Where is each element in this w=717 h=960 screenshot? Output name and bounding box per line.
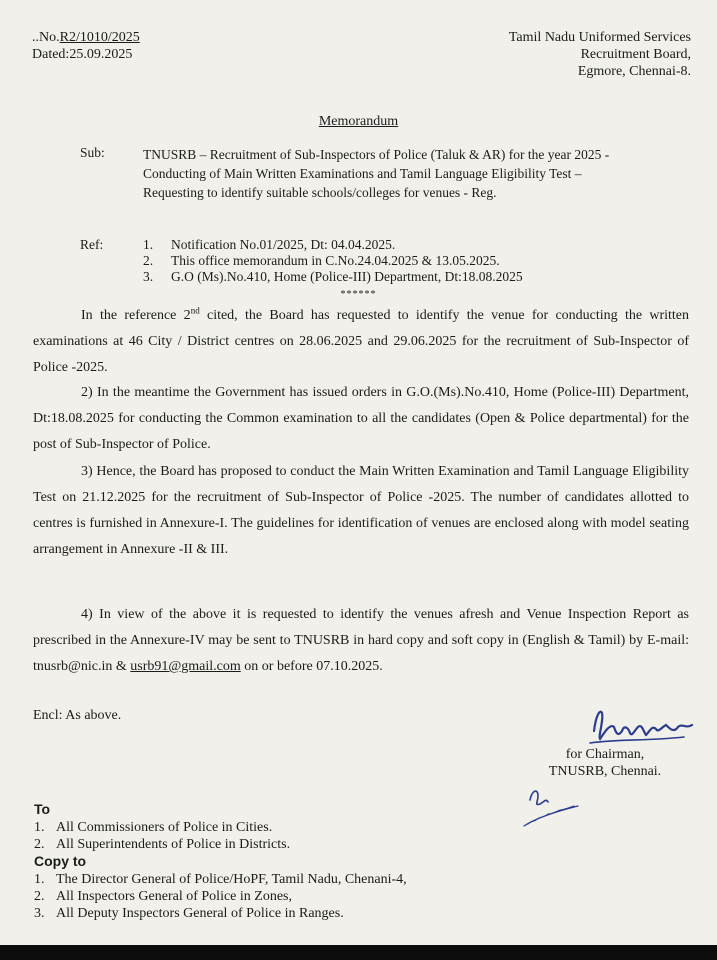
- signatory-for-line: for Chairman,: [565, 747, 645, 762]
- bottom-edge-bar: [0, 945, 717, 960]
- office-address: [391, 29, 691, 80]
- to-item: 2. All Superintendents of Police in Districts.: [34, 837, 291, 852]
- office-line: Recruitment Board,: [580, 47, 691, 62]
- paragraph-1: In the reference 2nd cited, the Board has requested to identify the venue for conducting the written examinations at 46 City / District centres on 28.06.2025 and 29.06.2025 for the recruitment of Sub-Inspector of Police -2025.: [33, 305, 689, 375]
- copy-to-item: 2. All Inspectors General of Police in Zones,: [34, 889, 292, 904]
- reference-number-value: R2/1010/2025: [59, 30, 140, 45]
- subject-text: TNUSRB – Recruitment of Sub-Inspectors of Police (Taluk & AR) for the year 2025 - Conducting of Main Written Examinations and Tamil Language Eligibility Test – Requesting to identify suitable schools/colleges for venues - Reg.: [143, 147, 610, 200]
- references-label: Ref:: [80, 237, 104, 252]
- copy-to-heading: Copy to: [34, 853, 87, 869]
- paragraph-4: 4) In view of the above it is requested to identify the venues afresh and Venue Inspection Report as prescribed in the Annexure-IV may be sent to TNUSRB in hard copy and soft copy in (English & Tamil) by E-mail: tnusrb@nic.in & usrb91@gmail.com on or before 07.10.2025.: [33, 607, 689, 674]
- reference-number: [32, 30, 140, 46]
- copy-to-list: [34, 871, 407, 922]
- enclosure-note: Encl: As above.: [33, 708, 122, 723]
- subject-label: Sub:: [80, 145, 105, 160]
- date-line: Dated:25.09.2025: [32, 47, 133, 62]
- to-list: [34, 819, 290, 853]
- copy-to-item: 1. The Director General of Police/HoPF, Tamil Nadu, Chenani-4,: [34, 872, 407, 887]
- email-link[interactable]: usrb91@gmail.com: [130, 659, 241, 674]
- signature-image: [588, 703, 698, 751]
- initials-stamp-image: [520, 780, 584, 830]
- copy-to-item: 3. All Deputy Inspectors General of Police in Ranges.: [34, 906, 344, 921]
- signatory-org-line: TNUSRB, Chennai.: [548, 764, 662, 779]
- references-list: [143, 237, 663, 285]
- memo-title: Memorandum: [318, 114, 399, 129]
- reference-item: 2. This office memorandum in C.No.24.04.2025 & 13.05.2025.: [143, 253, 500, 268]
- signatory-block: [520, 746, 690, 780]
- reference-item: 1. Notification No.01/2025, Dt: 04.04.2025.: [143, 237, 396, 252]
- office-line: Tamil Nadu Uniformed Services: [508, 30, 691, 45]
- paragraph-3: 3) Hence, the Board has proposed to conduct the Main Written Examination and Tamil Language Eligibility Test on 21.12.2025 for the recruitment of Sub-Inspector of Police -2025. The number of candidates allotted to centres is furnished in Annexure-I. The guidelines for identification of venues are enclosed along with model seating arrangement in Annexure -II & III.: [33, 464, 689, 557]
- paragraph-2: 2) In the meantime the Government has issued orders in G.O.(Ms).No.410, Home (Police-III) Department, Dt:18.08.2025 for conducting the Common examination to all the candidates (Open & Police departmental) for the post of Sub-Inspector of Police.: [33, 385, 689, 452]
- reference-prefix: ..No.: [32, 30, 60, 45]
- to-heading: To: [34, 801, 51, 817]
- section-separator: ******: [340, 289, 377, 300]
- to-item: 1. All Commissioners of Police in Cities.: [34, 820, 273, 835]
- office-line: Egmore, Chennai-8.: [577, 64, 691, 79]
- reference-item: 3. G.O (Ms).No.410, Home (Police-III) Department, Dt:18.08.2025: [143, 269, 523, 284]
